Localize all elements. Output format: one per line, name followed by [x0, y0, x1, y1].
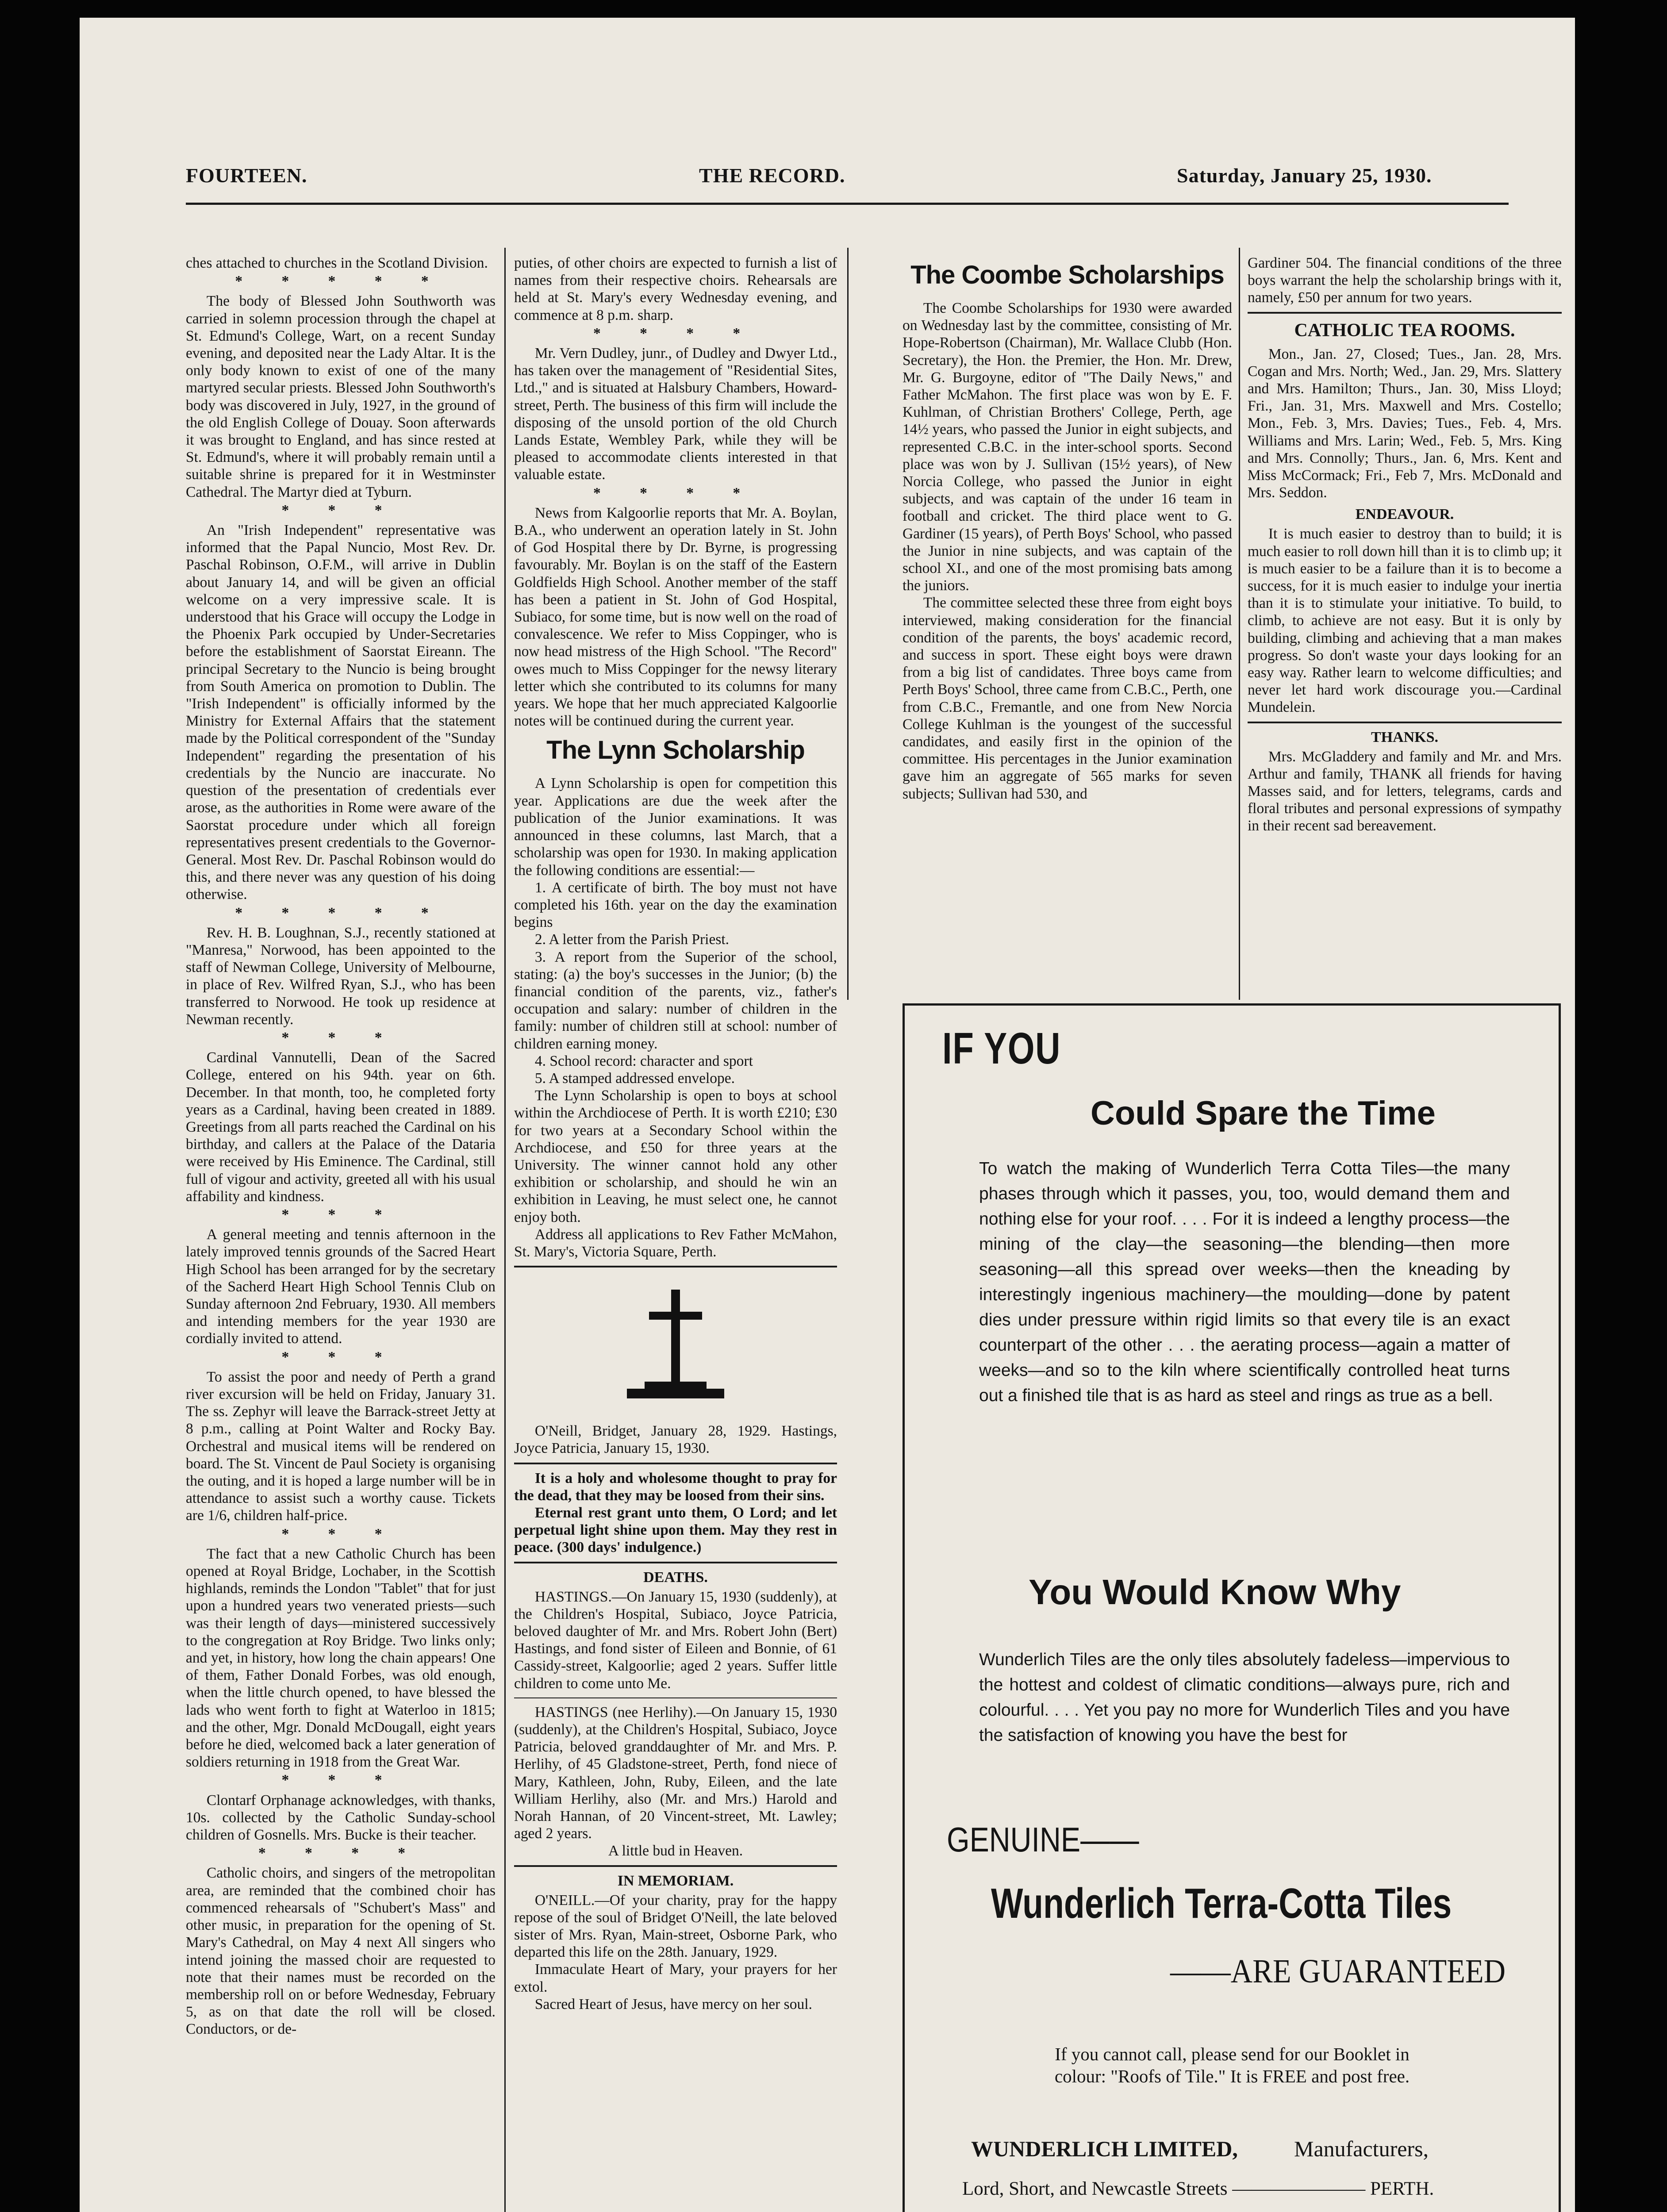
- article-text: The committee selected these three from eight boys interviewed, making consideration for the financial condition of the parents, the boys' academic record, and success in sport. These eight boys were drawn from a big list of candidates. Three boys came from Perth Boys' School, three came from C.B.C., Perth, one from C.B.C., Fremantle, and one from New Norcia College Kuhlman is the youngest of the successful candidates, and easily first in the opinion of the committee. His percentages in the Junior examination gave him an aggregate of 565 marks for seven subjects; Sullivan had 530, and: [903, 595, 1232, 802]
- ad-manufacturer-label: Manufacturers,: [1294, 2136, 1429, 2161]
- notice-text: HASTINGS (nee Herlihy).—On January 15, 1930 (suddenly), at the Children's Hospital, Subiaco, Joyce Patricia, beloved granddaughter of Mr. and Mrs. P. Herlihy, of 45 Gladstone-street, Perth, fond niece of Mary, Kathleen, John, Ruby, Eileen, and the late William Herlihy, also (Mr. and Mrs.) Harold and Norah Hannan, of 20 Vincent-street, Mt. Lawley; aged 2 years.: [514, 1704, 837, 1842]
- column-2: [514, 254, 837, 2013]
- notice-text: Mrs. McGladdery and family and Mr. and Mrs. Arthur and family, THANK all friends for having Masses said, and for letters, telegrams, cards and floral tributes and personal expressions of sympathy in their recent sad bereavement.: [1248, 748, 1562, 834]
- page-number: FOURTEEN.: [186, 164, 307, 187]
- article-text: To assist the poor and needy of Perth a grand river excursion will be held on Friday, January 31. The ss. Zephyr will leave the Barrack-street Jetty at 8 p.m., calling at Point Walter and Rocky Bay. Orchestral and musical items will be rendered on board. The St. Vincent de Paul Society is organising the outing, and it is hoped a large number will be in attendance to assist such a worthy cause. Tickets are 1/6, children half-price.: [186, 1368, 495, 1524]
- article-text: News from Kalgoorlie reports that Mr. A. Boylan, B.A., who underwent an operation lately in St. John of God Hospital there by Dr. Byrne, is progressing favourably. Mr. Boylan is on the staff of the Eastern Goldfields High School. Another member of the staff has been a patient in St. John of God Hospital, Subiaco, for some time, but is now well on the road of convalescence. We refer to Miss Coppinger, who is now head mistress of the High School. "The Record" owes much to Miss Coppinger for the newsy literary letter which she contributed to its columns for many years. We hope that her much appreciated Kalgoorlie notes will be continued during the current year.: [514, 504, 837, 730]
- separator: * * *: [281, 1348, 400, 1365]
- notice-text: Sacred Heart of Jesus, have mercy on her soul.: [534, 1996, 812, 2012]
- article-text: 2. A letter from the Parish Priest.: [534, 931, 730, 948]
- article-text: The body of Blessed John Southworth was carried in solemn procession through the chapel at St. Edmund's College, Wart, on a recent Sunday evening, and deposited near the Lady Altar. It is the only body known to exist of one of the many martyred secular priests. Blessed John Southworth's body was discovered in July, 1927, in the ground of the old English College of Douay. Soon afterwards it was brought to England, and has since rested at St. Edmund's, where it will probably remain until a suitable shrine is prepared for it in Westminster Cathedral. The Martyr died at Tyburn.: [186, 293, 495, 500]
- memoriam-heading: IN MEMORIAM.: [617, 1872, 734, 1889]
- prayer-text: Eternal rest grant unto them, O Lord; and let perpetual light shine upon them. May they rest in peace. (300 days' indulgence.): [514, 1504, 837, 1556]
- separator: * * * *: [593, 484, 758, 501]
- ad-brand-name: Wunderlich Terra-Cotta Tiles: [991, 1880, 1452, 1927]
- lynn-scholarship-heading: The Lynn Scholarship: [546, 736, 805, 765]
- section-rule: [1248, 722, 1562, 723]
- coombe-scholarships-heading: The Coombe Scholarships: [910, 261, 1224, 289]
- notice-text: O'NEILL.—Of your charity, pray for the happy repose of the soul of Bridget O'Neill, the late beloved sister of Mrs. Ryan, Main-street, Osborne Park, who departed this life on the 28th. January, 1929.: [514, 1892, 837, 1961]
- article-text: Address all applications to Rev Father McMahon, St. Mary's, Victoria Square, Perth.: [514, 1226, 837, 1260]
- notice-text: HASTINGS.—On January 15, 1930 (suddenly), at the Children's Hospital, Subiaco, Joyce Patricia, beloved daughter of Mr. and Mrs. Robert John (Bert) Hastings, and fond sister of Eileen and Bonnie, of 61 Cassidy-street, Kalgoorlie; aged 2 years. Suffer little children to come unto Me.: [514, 1588, 837, 1692]
- ad-body-text: To watch the making of Wunderlich Terra Cotta Tiles—the many phases through which it passes, you, too, would demand them and nothing else for your roof. . . . For it is indeed a lengthy process—the mining of the clay—the seasoning—the blending—then more seasoning—all this spread over weeks—then the kneading by interestingly ingenious machinery—the moulding—done by patent dies under pressure within rigid limits so that every tile is an exact counterpart of the other . . . the aerating process—again a matter of weeks—and so to the kiln where scientifically controlled heat turns out a finished tile that is as hard as steel and rings as true as a bell.: [979, 1159, 1510, 1405]
- separator: * * * * *: [235, 273, 446, 290]
- section-rule: [514, 1266, 837, 1267]
- column-rule: [1239, 248, 1240, 1000]
- article-text: puties, of other choirs are expected to furnish a list of names from their respective choirs. Rehearsals are held at St. Mary's every Wednesday evening, and commence at 8 p.m. sharp.: [514, 255, 837, 323]
- article-text: Gardiner 504. The financial conditions of the three boys warrant the help the scholarship brings with it, namely, £50 per annum for two years.: [1248, 255, 1562, 306]
- article-text: 4. School record: character and sport: [534, 1052, 753, 1069]
- ad-subheadline: You Would Know Why: [1029, 1572, 1401, 1612]
- ad-genuine-text: GENUINE——: [947, 1820, 1139, 1859]
- masthead-title: THE RECORD.: [699, 164, 845, 187]
- article-text: Clontarf Orphanage acknowledges, with thanks, 10s. collected by the Catholic Sunday-school children of Gosnells. Mrs. Bucke is their teacher.: [186, 1792, 495, 1843]
- article-text: A Lynn Scholarship is open for competition this year. Applications are due the week after the publication of the Junior examinations. It was announced in these columns, last March, that a scholarship was open for 1930. In making application the following conditions are essential:—: [514, 775, 837, 879]
- separator: * * *: [281, 1525, 400, 1542]
- article-text: The fact that a new Catholic Church has been opened at Royal Bridge, Lochaber, in the Scottish highlands, reminds the London "Tablet" that for just upon a hundred years two venerated priests—such was their length of days—ministered successively to the congregation at Roy Bridge. Two links only; and yet, in history, how long the chain appears! One of them, Father Donald Forbes, was old enough, when the little church opened, to have blessed the lads who went forth to fight at Waterloo in 1815; and the other, Mgr. Donald McDougall, eight years before he died, welcomed back a later generation of soldiers returning in 1918 from the Great War.: [186, 1545, 495, 1770]
- thanks-heading: THANKS.: [1371, 729, 1439, 745]
- obituary-list: O'Neill, Bridget, January 28, 1929. Hastings, Joyce Patricia, January 15, 1930.: [514, 1423, 837, 1457]
- ad-headline: IF YOU: [942, 1024, 1061, 1073]
- column-3: [903, 254, 1232, 803]
- section-rule: [514, 1463, 837, 1464]
- article-text: 3. A report from the Superior of the school, stating: (a) the boy's successes in the Junior; (b) the financial condition of the parents, viz., father's occupation and salary: number of children in the family: number of children still at school: number of children earning money.: [514, 949, 837, 1052]
- column-4: [1248, 254, 1562, 835]
- ad-subheadline: Could Spare the Time: [1091, 1094, 1436, 1132]
- section-rule: [514, 1562, 837, 1563]
- article-text: An "Irish Independent" representative was informed that the Papal Nuncio, Most Rev. Dr. Paschal Robinson, O.F.M., will arrive in Dublin about January 14, and will be given an official welcome on a very impressive scale. It is understood that his Grace will occupy the Lodge in the Phoenix Park occupied by Under-Secretaries before the establishment of Saorstat Eireann. The principal Secretary to the Nuncio is being brought from South America on promotion to Dublin. The "Irish Independent" is officially informed by the Ministry for External Affairs that the statement made by the Political correspondent of the "Sunday Independent" regarding the presentation of his credentials by the Nuncio are inaccurate. No question of the presentation of credentials ever arose, as the authorities in Rome were aware of the Saorstat procedure under which all foreign representatives present credentials to the Governor-General. Most Rev. Dr. Paschal Robinson would do this, and there never was any question of his doing otherwise.: [186, 522, 495, 903]
- separator: * * * *: [593, 325, 758, 342]
- article-text: Catholic choirs, and singers of the metropolitan area, are reminded that the combined choir has commenced rehearsals of "Schubert's Mass" and other music, in preparation for the opening of St. Mary's Cathedral, on May 4 next All singers who intend joining the massed choir are requested to note that their names must be recorded on the membership roll on or before Wednesday, February 5, as on that date the roll will be closed. Conductors, or de-: [186, 1865, 495, 2038]
- separator: * * *: [281, 1029, 400, 1046]
- article-text: The Lynn Scholarship is open to boys at school within the Archdiocese of Perth. It is worth £210; £30 for two years at a Secondary School within the Archdiocese, and £50 for three years at the University. The winner cannot hold any other exhibition or scholarship, and should he win an exhibition in Leaving, he must select one, he cannot enjoy both.: [514, 1087, 837, 1225]
- ad-body-text: Wunderlich Tiles are the only tiles absolutely fadeless—impervious to the hottest and coldest of climatic conditions—always pure, rich and colourful. . . . Yet you pay no more for Wunderlich Tiles and you have the satisfaction of knowing you have the best for: [979, 1650, 1510, 1745]
- header-rule: [186, 203, 1509, 205]
- separator: * * *: [281, 502, 400, 518]
- separator: * * *: [281, 1206, 400, 1223]
- column-rule: [504, 248, 506, 2212]
- ad-manufacturer: WUNDERLICH LIMITED,: [971, 2136, 1238, 2161]
- roster-text: Mon., Jan. 27, Closed; Tues., Jan. 28, Mrs. Cogan and Mrs. North; Wed., Jan. 29, Mrs. Slattery and Mrs. Hamilton; Thurs., Jan. 30, Miss Lloyd; Fri., Jan. 31, Mrs. Maxwell and Mrs. Costello; Mon., Feb. 3, Mrs. Davies; Tues., Feb. 4, Mrs. Williams and Mrs. Larin; Wed., Feb. 5, Mrs. King and Mrs. Connolly; Thurs., Jan. 6, Mrs. Kent and Miss McCormack; Fri., Feb 7, Mrs. McDonald and Mrs. Seddon.: [1248, 346, 1562, 501]
- notice-text: A little bud in Heaven.: [608, 1843, 743, 1859]
- article-text: ches attached to churches in the Scotland Division.: [186, 255, 488, 271]
- tea-rooms-heading: CATHOLIC TEA ROOMS.: [1294, 320, 1515, 341]
- column-1: [186, 254, 495, 2038]
- article-text: The Coombe Scholarships for 1930 were awarded on Wednesday last by the committee, consisting of Mr. Hope-Robertson (Chairman), Mr. Wallace Clubb (Hon. Secretary), the Hon. the Premier, the Hon. Mr. Drew, Mr. G. Burgoyne, editor of "The Daily News," and Father McMahon. The first place was won by E. F. Kuhlman, of Christian Brothers' College, Perth, age 14½ years, who passed the Junior in eight subjects, and represented C.B.C. in the inter-school sports. Second place was won by J. Sullivan (15½ years), of New Norcia College, who passed the Junior in eight subjects, and was captain of the under 16 team in football and cricket. The third place went to G. Gardiner (15 years), of Perth Boys' School, who passed the Junior in nine subjects, and was captain of the school XI., and one of the most promising bats among the juniors.: [903, 300, 1232, 594]
- article-text: Rev. H. B. Loughnan, S.J., recently stationed at "Manresa," Norwood, has been appointed to the staff of Newman College, University of Melbourne, in place of Rev. Wilfred Ryan, S.J., who has been transferred to Norwood. He took up residence at Newman recently.: [186, 924, 495, 1028]
- wunderlich-tiles-advertisement: [903, 1003, 1561, 2212]
- notice-text: Immaculate Heart of Mary, your prayers for her extol.: [514, 1961, 837, 1995]
- ad-guarantee-text: ——ARE GUARANTEED: [1170, 1953, 1506, 1990]
- column-rule: [847, 248, 849, 1000]
- prayer-text: It is a holy and wholesome thought to pray for the dead, that they may be loosed from their sins.: [514, 1470, 837, 1504]
- article-text: Cardinal Vannutelli, Dean of the Sacred College, entered on his 94th. year on 6th. December. In that month, too, he completed forty years as a Cardinal, having been created in 1889. Greetings from all parts reached the Cardinal on his birthday, and callers at the Palace of the Dataria were received by His Eminence. The Cardinal, still full of vigour and activity, greeted all with his usual affability and kindness.: [186, 1049, 495, 1205]
- separator: * * * * *: [235, 904, 446, 921]
- deaths-heading: DEATHS.: [643, 1569, 708, 1586]
- article-text: 1. A certificate of birth. The boy must not have completed his 16th. year on the day the examination begins: [514, 879, 837, 931]
- article-text: Mr. Vern Dudley, junr., of Dudley and Dwyer Ltd., has taken over the management of "Residential Sites, Ltd.," and is situated at Halsbury Chambers, Howard-street, Perth. The business of this firm will include the disposing of the unsold portion of the old Church Lands Estate, Wembley Park, while they will be pleased to accommodate clients interested in that valuable estate.: [514, 345, 837, 483]
- ad-address: Lord, Short, and Newcastle Streets ——————— PERTH.: [962, 2178, 1434, 2199]
- issue-date: Saturday, January 25, 1930.: [1177, 164, 1432, 187]
- section-rule: [1248, 312, 1562, 314]
- separator: * * *: [281, 1772, 400, 1789]
- section-rule: [514, 1865, 837, 1867]
- separator: * * * *: [258, 1845, 423, 1862]
- article-text: 5. A stamped addressed envelope.: [534, 1070, 735, 1087]
- article-text: It is much easier to destroy than to build; it is much easier to roll down hill than it is to climb up; it is much easier to be a failure than it is to become a success, for it is much easier to indulge your inertia than it is to stimulate your initiative. To build, to climb, to achieve are not easy. But it is only by building, climbing and achieving that a man makes progress. So don't waste your days looking for an easy way. Rather learn to welcome difficulties; and never let hard work discourage you.—Cardinal Mundelein.: [1248, 526, 1562, 716]
- memorial-cross-icon: [609, 1276, 742, 1409]
- article-text: A general meeting and tennis afternoon in the lately improved tennis grounds of the Sacred Heart High School has been arranged for by the secretary of the Sacherd Heart High School Tennis Club on Sunday afternoon 2nd February, 1930. All members and intending members for the year 1930 are cordially invited to attend.: [186, 1226, 495, 1347]
- endeavour-heading: ENDEAVOUR.: [1355, 506, 1454, 523]
- ad-booklet-offer: If you cannot call, please send for our Booklet in colour: "Roofs of Tile." It is FREE and post free.: [1054, 2044, 1410, 2086]
- newspaper-page: [80, 18, 1575, 2212]
- section-rule: [514, 1697, 837, 1698]
